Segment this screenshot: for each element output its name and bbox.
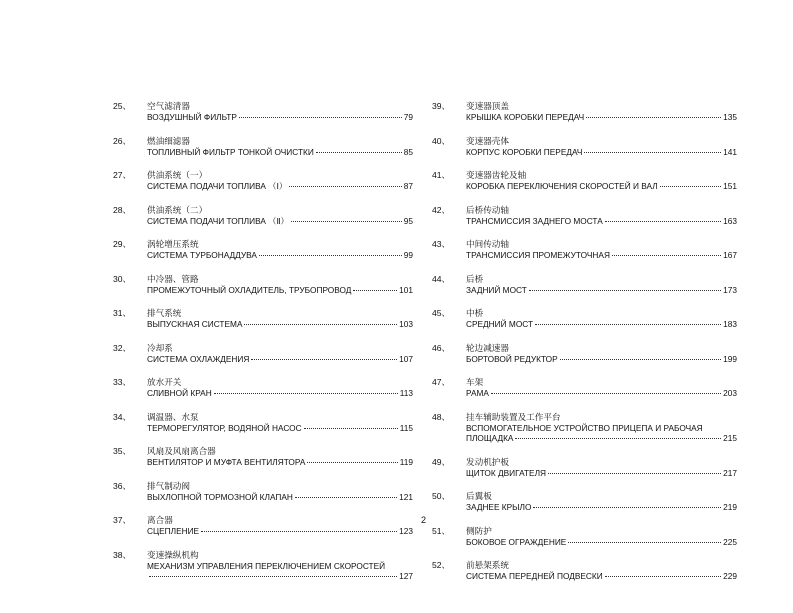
entry-body (147, 412, 413, 434)
entry-title-text: СИСТЕМА ТУРБОНАДДУВА (147, 250, 257, 260)
entry-body (466, 136, 737, 158)
entry-title-chinese: 后桥 (466, 273, 484, 284)
entry-title-chinese: 空气滤清器 (147, 101, 190, 111)
entry-title-chinese: 中间传动轴 (466, 239, 509, 249)
entry-body (466, 274, 737, 296)
entry-number: 44、 (432, 273, 451, 284)
entry-page[interactable]: 167 (723, 250, 737, 260)
toc-entry[interactable] (432, 560, 737, 582)
entry-number: 51、 (432, 525, 451, 536)
entry-title-text: ТРАНСМИССИЯ ПРОМЕЖУТОЧНАЯ (466, 250, 610, 260)
dot-leader (289, 186, 402, 187)
entry-title-russian (466, 571, 737, 582)
entry-body (466, 170, 737, 192)
page-number: 2 (421, 515, 427, 525)
entry-body (147, 170, 413, 192)
entry-title-text: ВЫПУСКНАЯ СИСТЕМА (147, 319, 243, 329)
toc-entry[interactable] (432, 205, 737, 227)
entry-number: 31、 (113, 308, 132, 318)
entry-title-text: ТЕРМОРЕГУЛЯТОР, ВОДЯНОЙ НАСОС (147, 422, 302, 433)
entry-page[interactable]: 95 (403, 215, 413, 226)
toc-entry[interactable] (113, 481, 413, 503)
entry-title-text: СИСТЕМА ПОДАЧИ ТОПЛИВА （Ⅰ） (147, 181, 288, 191)
entry-title-russian (466, 537, 737, 548)
entry-title-chinese: 离合器 (147, 515, 173, 525)
entry-page[interactable]: 127 (399, 571, 413, 581)
entry-body (466, 377, 737, 399)
entry-title-russian (466, 181, 737, 192)
entry-number: 40、 (432, 135, 451, 146)
dot-leader (239, 117, 402, 118)
entry-title-russian (147, 181, 413, 192)
entry-title-russian (147, 250, 413, 261)
entry-title-text: СИСТЕМА ОХЛАЖДЕНИЯ (147, 353, 250, 364)
entry-title-text: ВСПОМОГАТЕЛЬНОЕ УСТРОЙСТВО ПРИЦЕПА И РАБОЧАЯ (466, 422, 703, 433)
dot-leader (515, 438, 721, 439)
toc-entry[interactable] (432, 274, 737, 296)
entry-title-chinese: 排气制动阀 (147, 480, 190, 491)
toc-entry[interactable] (432, 170, 737, 192)
entry-number: 52、 (432, 560, 451, 570)
entry-number: 28、 (113, 204, 132, 215)
entry-body (466, 205, 737, 227)
entry-page[interactable]: 107 (399, 353, 413, 364)
entry-body (466, 412, 737, 444)
entry-title-chinese: 供油系统（一） (147, 170, 208, 180)
entry-title-text: СЦЕПЛЕНИЕ (147, 526, 200, 536)
entry-number: 33、 (113, 377, 132, 387)
entry-body (466, 239, 737, 261)
entry-title-russian (147, 526, 413, 537)
entry-title-chinese: 风扇及风扇离合器 (147, 446, 216, 456)
entry-title-chinese: 变速操纵机构 (147, 549, 199, 560)
entry-number: 45、 (432, 308, 451, 318)
entry-title-chinese: 燃油细滤器 (147, 135, 190, 146)
dot-leader (353, 290, 397, 291)
entry-number: 32、 (113, 342, 132, 353)
entry-title-russian (466, 147, 737, 158)
dot-leader (307, 462, 397, 463)
entry-page[interactable]: 121 (399, 491, 413, 502)
entry-title-text: БОРТОВОЙ РЕДУКТОР (466, 353, 558, 364)
dot-leader (605, 221, 721, 222)
dot-leader (491, 393, 721, 394)
dot-leader (244, 324, 397, 325)
entry-title-chinese: 车架 (466, 377, 484, 387)
entry-title-chinese: 变速器顶盖 (466, 101, 509, 111)
entry-number: 43、 (432, 239, 451, 249)
entry-title-chinese: 变速器齿轮及轴 (466, 170, 527, 180)
entry-body (147, 343, 413, 365)
entry-title-text: ЩИТОК ДВИГАТЕЛЯ (466, 467, 547, 478)
entry-page[interactable]: 119 (399, 457, 413, 467)
toc-entry[interactable] (113, 412, 413, 434)
entry-body (147, 239, 413, 261)
entry-body (466, 457, 737, 479)
entry-title-text: РАМА (466, 388, 489, 398)
entry-body (147, 274, 413, 296)
dot-leader (529, 290, 721, 291)
entry-number: 48、 (432, 411, 451, 422)
dot-leader (548, 473, 721, 474)
toc-entry[interactable] (432, 457, 737, 479)
entry-title-russian (466, 319, 737, 330)
toc-entry[interactable] (113, 446, 413, 468)
entry-title-russian (466, 388, 737, 399)
dot-leader (535, 324, 721, 325)
entry-title-text: ПРОМЕЖУТОЧНЫЙ ОХЛАДИТЕЛЬ, ТРУБОПРОВОД (147, 284, 352, 295)
dot-leader (605, 576, 721, 577)
entry-page[interactable]: 141 (723, 146, 737, 157)
entry-body (147, 101, 413, 123)
entry-page[interactable]: 87 (403, 181, 413, 191)
entry-title-russian-continued (466, 433, 737, 444)
entry-title-chinese: 排气系统 (147, 308, 182, 318)
entry-title-russian (466, 216, 737, 227)
entry-page[interactable]: 217 (723, 467, 737, 478)
entry-number: 42、 (432, 204, 451, 215)
entry-number: 34、 (113, 411, 132, 422)
entry-title-text: ЗАДНИЙ МОСТ (466, 284, 527, 295)
toc-entry[interactable] (113, 205, 413, 227)
entry-number: 41、 (432, 170, 451, 180)
entry-title-russian (466, 502, 737, 513)
dot-leader (304, 428, 398, 429)
entry-title-russian (466, 285, 737, 296)
entry-title-text: СИСТЕМА ПОДАЧИ ТОПЛИВА （Ⅱ） (147, 215, 289, 226)
entry-number: 39、 (432, 101, 451, 111)
entry-title-text: ЗАДНЕЕ КРЫЛО (466, 502, 532, 512)
entry-number: 29、 (113, 239, 132, 249)
entry-leader-line (147, 571, 413, 582)
entry-title-text: КОРОБКА ПЕРЕКЛЮЧЕНИЯ СКОРОСТЕЙ И ВАЛ (466, 181, 658, 191)
entry-title-russian (147, 112, 413, 123)
entry-page[interactable]: 183 (723, 319, 737, 329)
entry-title-chinese: 后桥传动轴 (466, 204, 509, 215)
entry-title-chinese: 涡轮增压系统 (147, 239, 199, 249)
entry-title-russian (147, 216, 413, 227)
entry-title-russian (466, 354, 737, 365)
dot-leader (586, 117, 721, 118)
entry-title-russian (466, 112, 737, 123)
entry-title-text: СИСТЕМА ПЕРЕДНЕЙ ПОДВЕСКИ (466, 571, 603, 581)
entry-number: 26、 (113, 135, 132, 146)
dot-leader (251, 359, 397, 360)
toc-entry[interactable] (432, 491, 737, 513)
entry-body (147, 481, 413, 503)
entry-title-chinese: 轮边减速器 (466, 342, 509, 353)
entry-title-russian (147, 423, 413, 434)
dot-leader (214, 393, 398, 394)
entry-page[interactable]: 103 (399, 319, 413, 329)
entry-page[interactable]: 135 (723, 112, 737, 122)
entry-title-text: ТРАНСМИССИЯ ЗАДНЕГО МОСТА (466, 215, 603, 226)
toc-entry[interactable] (113, 170, 413, 192)
entry-title-russian (147, 319, 413, 330)
entry-body (466, 101, 737, 123)
entry-title-chinese: 中桥 (466, 308, 484, 318)
entry-body (147, 136, 413, 158)
entry-page[interactable]: 101 (399, 284, 413, 295)
entry-page[interactable]: 113 (399, 388, 413, 398)
entry-page[interactable]: 85 (403, 146, 413, 157)
entry-title-russian (147, 354, 413, 365)
entry-body (466, 526, 737, 548)
toc-right-column (432, 101, 737, 595)
entry-title-text: ВЕНТИЛЯТОР И МУФТА ВЕНТИЛЯТОРА (147, 457, 306, 467)
toc-entry[interactable] (113, 377, 413, 399)
entry-body (466, 343, 737, 365)
entry-title-russian (466, 468, 737, 479)
entry-body (147, 515, 413, 537)
entry-number: 46、 (432, 342, 451, 353)
entry-title-chinese: 变速器壳体 (466, 135, 509, 146)
entry-number: 49、 (432, 456, 451, 467)
entry-number: 38、 (113, 549, 132, 560)
toc-entry[interactable] (432, 526, 737, 548)
entry-page[interactable]: 151 (723, 181, 737, 191)
entry-title-russian (147, 285, 413, 296)
entry-page[interactable]: 229 (723, 571, 737, 581)
toc-entry[interactable] (432, 101, 737, 123)
entry-body (147, 308, 413, 330)
entry-title-text: КОРПУС КОРОБКИ ПЕРЕДАЧ (466, 146, 583, 157)
toc-entry[interactable] (113, 308, 413, 330)
entry-page[interactable]: 79 (403, 112, 413, 122)
toc-entry[interactable] (432, 136, 737, 158)
entry-title-chinese: 放水开关 (147, 377, 182, 387)
dot-leader (295, 497, 397, 498)
entry-body (466, 308, 737, 330)
entry-number: 36、 (113, 480, 132, 491)
entry-title-text: ВОЗДУШНЫЙ ФИЛЬТР (147, 112, 237, 122)
entry-title-text: ВЫХЛОПНОЙ ТОРМОЗНОЙ КЛАПАН (147, 491, 293, 502)
entry-title-chinese: 调温器、水泵 (147, 411, 199, 422)
entry-number: 35、 (113, 446, 132, 456)
entry-title-chinese: 侧防护 (466, 525, 492, 536)
dot-leader (612, 255, 721, 256)
entry-number: 50、 (432, 491, 451, 501)
entry-number: 37、 (113, 515, 132, 525)
entry-number: 27、 (113, 170, 132, 180)
dot-leader (259, 255, 402, 256)
dot-leader (568, 542, 721, 543)
dot-leader (291, 221, 402, 222)
toc-entry[interactable] (432, 308, 737, 330)
toc-entry[interactable] (113, 515, 413, 537)
entry-page[interactable]: 203 (723, 388, 737, 398)
entry-number: 25、 (113, 101, 132, 111)
entry-title-russian (466, 423, 737, 434)
entry-title-text: МЕХАНИЗМ УПРАВЛЕНИЯ ПЕРЕКЛЮЧЕНИЕМ СКОРОСТЕЙ (147, 560, 386, 571)
toc-entry[interactable] (113, 343, 413, 365)
dot-leader (584, 152, 721, 153)
entry-title-russian (147, 147, 413, 158)
entry-number: 47、 (432, 377, 451, 387)
entry-title-text: СЛИВНОЙ КРАН (147, 388, 212, 398)
toc-entry[interactable] (432, 343, 737, 365)
entry-title-chinese: 冷却系 (147, 342, 173, 353)
dot-leader (533, 507, 721, 508)
entry-page[interactable]: 115 (399, 422, 413, 433)
entry-title-russian (466, 250, 737, 261)
dot-leader (316, 152, 402, 153)
dot-leader (149, 576, 397, 577)
entry-body (466, 560, 737, 582)
toc-entry[interactable] (113, 136, 413, 158)
entry-title-chinese: 中冷器、管路 (147, 273, 199, 284)
dot-leader (660, 186, 722, 187)
entry-page[interactable]: 163 (723, 215, 737, 226)
entry-title-text: СРЕДНИЙ МОСТ (466, 319, 534, 329)
toc-left-column (113, 101, 413, 595)
toc-entry[interactable] (113, 101, 413, 123)
entry-body (466, 491, 737, 513)
entry-page[interactable]: 199 (723, 353, 737, 364)
entry-body (147, 550, 413, 582)
toc-entry[interactable] (113, 239, 413, 261)
entry-number: 30、 (113, 273, 132, 284)
entry-body (147, 446, 413, 468)
entry-title-text: КРЫШКА КОРОБКИ ПЕРЕДАЧ (466, 112, 585, 122)
toc-entry[interactable] (113, 274, 413, 296)
toc-entry[interactable] (432, 412, 737, 444)
entry-title-text: ТОПЛИВНЫЙ ФИЛЬТР ТОНКОЙ ОЧИСТКИ (147, 146, 314, 157)
dot-leader (201, 531, 397, 532)
toc-entry[interactable] (432, 239, 737, 261)
entry-page[interactable]: 225 (723, 536, 737, 547)
entry-page[interactable]: 99 (403, 250, 413, 260)
entry-title-russian (147, 561, 413, 572)
entry-title-text: БОКОВОЕ ОГРАЖДЕНИЕ (466, 536, 567, 547)
entry-title-chinese: 后翼板 (466, 491, 492, 501)
entry-title-chinese: 前悬架系统 (466, 560, 509, 570)
entry-page[interactable]: 173 (723, 284, 737, 295)
entry-title-russian (147, 388, 413, 399)
entry-body (147, 205, 413, 227)
entry-title-chinese: 挂车辅助装置及工作平台 (466, 411, 561, 422)
entry-body (147, 377, 413, 399)
entry-page[interactable]: 215 (723, 433, 737, 443)
entry-title-chinese: 供油系统（二） (147, 204, 208, 215)
dot-leader (560, 359, 721, 360)
entry-title-russian (147, 457, 413, 468)
entry-title-chinese: 发动机护板 (466, 456, 509, 467)
toc-entry[interactable] (432, 377, 737, 399)
entry-title-russian (147, 492, 413, 503)
entry-page[interactable]: 219 (723, 502, 737, 512)
entry-title-text: ПЛОЩАДКА (466, 433, 514, 443)
entry-page[interactable]: 123 (399, 526, 413, 536)
toc-entry[interactable] (113, 550, 413, 582)
